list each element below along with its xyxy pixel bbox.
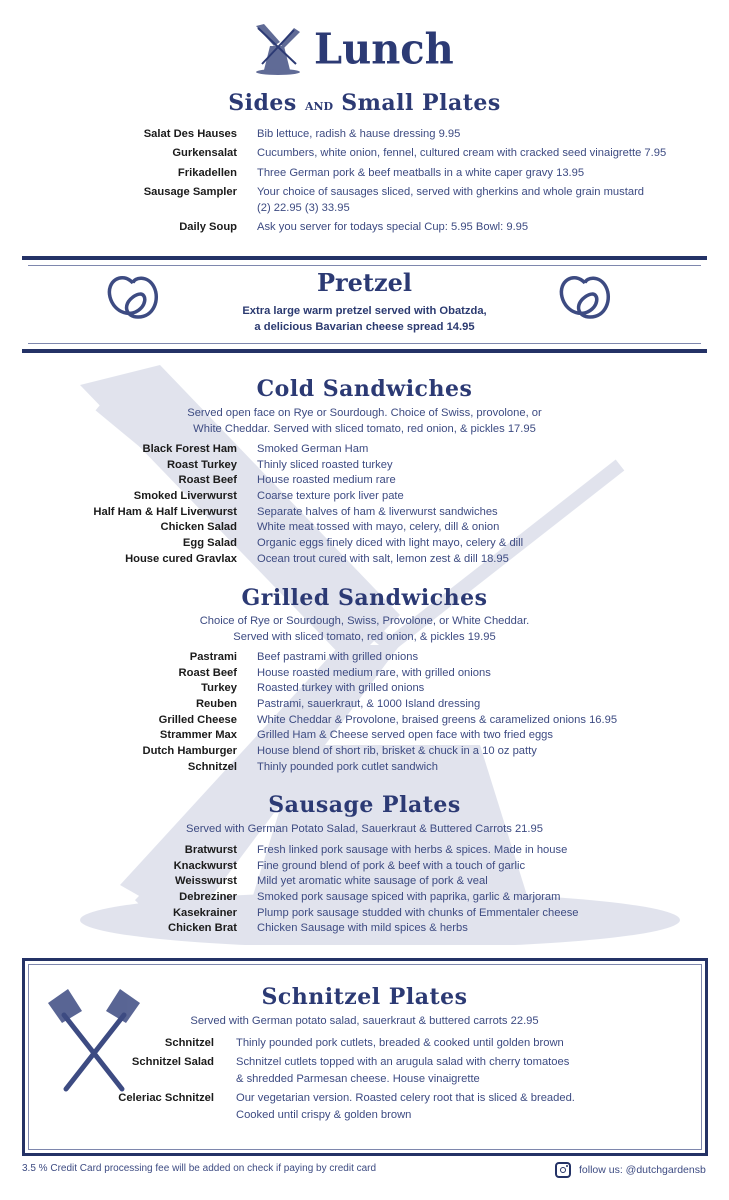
credit-card-fee-note: 3.5 % Credit Card processing fee will be added on check if paying by credit card xyxy=(22,1163,377,1174)
menu-item xyxy=(0,473,729,489)
item-desc: Three German pork & beef meatballs in a white caper gravy 13.95 xyxy=(257,166,585,179)
pretzel-desc-line1: Extra large warm pretzel served with Obatzda, xyxy=(242,305,487,317)
menu-item xyxy=(0,144,729,163)
item-desc xyxy=(257,184,677,216)
menu-item xyxy=(0,666,729,682)
sides-list xyxy=(0,125,729,238)
item-name: Daily Soup xyxy=(179,221,237,234)
item-name: Pastrami xyxy=(189,651,237,663)
desc-line2: Served with sliced tomato, red onion, & pickles 19.95 xyxy=(233,631,496,643)
item-desc: White meat tossed with mayo, celery, dill & onion xyxy=(257,521,500,534)
item-name: Roast Turkey xyxy=(166,458,237,471)
social-link[interactable] xyxy=(555,1160,706,1180)
item-desc: Chicken Sausage with mild spices & herbs xyxy=(257,922,468,935)
item-name: Strammer Max xyxy=(159,729,237,742)
item-name: Celeriac Schnitzel xyxy=(118,1092,214,1104)
sides-title-and: AND xyxy=(304,100,334,113)
item-name: Schnitzel xyxy=(187,760,237,773)
item-name: Egg Salad xyxy=(182,537,237,550)
menu-header xyxy=(0,22,729,82)
menu-item xyxy=(0,183,729,218)
item-name: Chicken Brat xyxy=(167,922,237,935)
menu-item xyxy=(0,1034,729,1053)
section-title-sausage-plates: Sausage Plates xyxy=(268,792,461,818)
menu-item xyxy=(0,520,729,536)
desc-line2: White Cheddar. Served with sliced tomato, red onion, & pickles 17.95 xyxy=(193,423,536,435)
item-desc: Fresh linked pork sausage with herbs & spices. Made in house xyxy=(257,844,568,856)
item-desc-line2: (2) 22.95 (3) 33.95 xyxy=(257,202,350,215)
item-name: Schnitzel xyxy=(164,1037,214,1049)
item-name: Smoked Liverwurst xyxy=(133,490,237,503)
item-desc: Thinly sliced roasted turkey xyxy=(257,458,393,471)
item-desc: Beef pastrami with grilled onions xyxy=(257,651,419,663)
item-desc-line1: Your choice of sausages sliced, served with gherkins and whole grain mustard xyxy=(257,186,645,199)
menu-item xyxy=(0,164,729,183)
desc-line1: Served with German potato salad, sauerkraut & buttered carrots 22.95 xyxy=(190,1015,539,1027)
item-desc: Ask you server for todays special Cup: 5.95 Bowl: 9.95 xyxy=(257,221,529,234)
menu-item xyxy=(0,859,729,875)
cold-sandwiches-desc xyxy=(0,405,729,437)
item-name: Roast Beef xyxy=(178,474,237,487)
item-name: Sausage Sampler xyxy=(143,186,237,199)
menu-item xyxy=(0,442,729,458)
grilled-sandwiches-list xyxy=(0,650,729,776)
item-name: Weisswurst xyxy=(175,875,237,888)
item-desc: Pastrami, sauerkraut, & 1000 Island dressing xyxy=(257,698,481,711)
item-desc: Plump pork sausage studded with chunks of Emmentaler cheese xyxy=(257,906,579,919)
menu-item xyxy=(0,874,729,890)
pretzel-desc xyxy=(0,303,729,335)
item-name: House cured Gravlax xyxy=(125,552,237,565)
item-desc-line2: Cooked until crispy & golden brown xyxy=(236,1109,412,1121)
menu-item xyxy=(0,890,729,906)
page-title: Lunch xyxy=(314,24,454,75)
item-name: Dutch Hamburger xyxy=(142,745,237,758)
menu-item xyxy=(0,536,729,552)
section-title-schnitzel-plates: Schnitzel Plates xyxy=(261,984,468,1010)
sausage-plates-list xyxy=(0,843,729,937)
item-desc: Ocean trout cured with salt, lemon zest & dill 18.95 xyxy=(257,552,509,565)
schnitzel-plates-desc xyxy=(0,1013,729,1029)
item-desc: House roasted medium rare, with grilled onions xyxy=(257,666,491,679)
item-name: Reuben xyxy=(195,698,237,711)
item-desc: Thinly pounded pork cutlets, breaded & cooked until golden brown xyxy=(236,1037,564,1049)
menu-item xyxy=(0,1053,729,1089)
item-desc: Thinly pounded pork cutlet sandwich xyxy=(257,760,438,773)
divider-rule xyxy=(28,343,701,344)
menu-item xyxy=(0,650,729,666)
section-title-sides xyxy=(0,90,729,116)
sausage-plates-desc xyxy=(0,821,729,837)
pretzel-desc-line2: a delicious Bavarian cheese spread 14.95 xyxy=(254,321,475,333)
menu-item xyxy=(0,489,729,505)
sides-title-part1: Sides xyxy=(228,90,297,116)
cold-sandwiches-list xyxy=(0,442,729,568)
desc-line1: Choice of Rye or Sourdough, Swiss, Provolone, or White Cheddar. xyxy=(199,615,530,627)
desc-line1: Served open face on Rye or Sourdough. Choice of Swiss, provolone, or xyxy=(187,407,542,419)
item-name: Knackwurst xyxy=(173,859,237,872)
sides-title-part2: Small Plates xyxy=(341,90,501,116)
item-desc: Separate halves of ham & liverwurst sandwiches xyxy=(257,505,498,518)
windmill-icon xyxy=(254,24,304,76)
item-desc-line1: Schnitzel cutlets topped with an arugula salad with cherry tomatoes xyxy=(236,1056,570,1068)
instagram-icon[interactable] xyxy=(555,1162,571,1178)
item-desc: Mild yet aromatic white sausage of pork & veal xyxy=(257,875,488,888)
menu-item xyxy=(0,552,729,568)
item-desc xyxy=(236,1090,636,1124)
instagram-handle[interactable]: follow us: @dutchgardensb xyxy=(579,1164,706,1176)
item-name: Black Forest Ham xyxy=(142,443,237,455)
menu-item xyxy=(0,458,729,474)
item-desc: Cucumbers, white onion, fennel, cultured cream with cracked seed vinaigrette 7.95 xyxy=(257,147,667,160)
menu-item xyxy=(0,906,729,922)
divider-rule xyxy=(28,265,701,266)
item-desc: House blend of short rib, brisket & chuck in a 10 oz patty xyxy=(257,745,537,758)
menu-item xyxy=(0,218,729,237)
item-name: Chicken Salad xyxy=(160,521,237,534)
item-name: Roast Beef xyxy=(178,666,237,679)
menu-item xyxy=(0,728,729,744)
item-desc: Coarse texture pork liver pate xyxy=(257,490,404,503)
item-name: Gurkensalat xyxy=(172,147,237,160)
menu-item xyxy=(0,505,729,521)
menu-item xyxy=(0,843,729,859)
menu-item xyxy=(0,697,729,713)
item-desc: Roasted turkey with grilled onions xyxy=(257,682,425,695)
menu-item xyxy=(0,713,729,729)
menu-item xyxy=(0,760,729,776)
item-name: Schnitzel Salad xyxy=(131,1056,214,1068)
item-name: Debreziner xyxy=(179,891,237,904)
item-desc-line2: & shredded Parmesan cheese. House vinaigrette xyxy=(236,1073,480,1085)
item-name: Half Ham & Half Liverwurst xyxy=(93,505,237,518)
item-desc: Fine ground blend of pork & beef with a touch of garlic xyxy=(257,859,526,872)
item-desc: White Cheddar & Provolone, braised greens & caramelized onions 16.95 xyxy=(257,713,618,726)
item-name: Frikadellen xyxy=(177,166,237,179)
section-title-pretzel: Pretzel xyxy=(316,268,413,297)
item-desc-line1: Our vegetarian version. Roasted celery root that is sliced & breaded. xyxy=(236,1092,575,1104)
item-name: Kasekrainer xyxy=(172,906,237,919)
menu-item xyxy=(0,744,729,760)
schnitzel-plates-list xyxy=(0,1034,729,1125)
grilled-sandwiches-desc xyxy=(0,613,729,645)
menu-item xyxy=(0,125,729,144)
menu-item xyxy=(0,1089,729,1125)
item-desc: Smoked German Ham xyxy=(257,443,369,455)
section-title-cold-sandwiches: Cold Sandwiches xyxy=(256,376,473,402)
item-desc: Grilled Ham & Cheese served open face with two fried eggs xyxy=(257,729,553,742)
item-name: Grilled Cheese xyxy=(158,713,237,726)
item-desc: Smoked pork sausage spiced with paprika, garlic & marjoram xyxy=(257,891,561,904)
item-name: Salat Des Hauses xyxy=(143,128,237,140)
section-title-grilled-sandwiches: Grilled Sandwiches xyxy=(241,585,488,611)
item-desc: Bib lettuce, radish & hause dressing 9.95 xyxy=(257,128,461,140)
menu-item xyxy=(0,921,729,937)
item-name: Turkey xyxy=(201,682,237,695)
desc-line1: Served with German Potato Salad, Sauerkraut & Buttered Carrots 21.95 xyxy=(186,823,543,835)
menu-item xyxy=(0,681,729,697)
item-name: Bratwurst xyxy=(184,844,237,856)
divider-rule xyxy=(22,256,707,260)
item-desc: House roasted medium rare xyxy=(257,474,396,487)
item-desc xyxy=(236,1054,636,1088)
item-desc: Organic eggs finely diced with light mayo, celery & dill xyxy=(257,537,524,550)
divider-rule xyxy=(22,349,707,353)
